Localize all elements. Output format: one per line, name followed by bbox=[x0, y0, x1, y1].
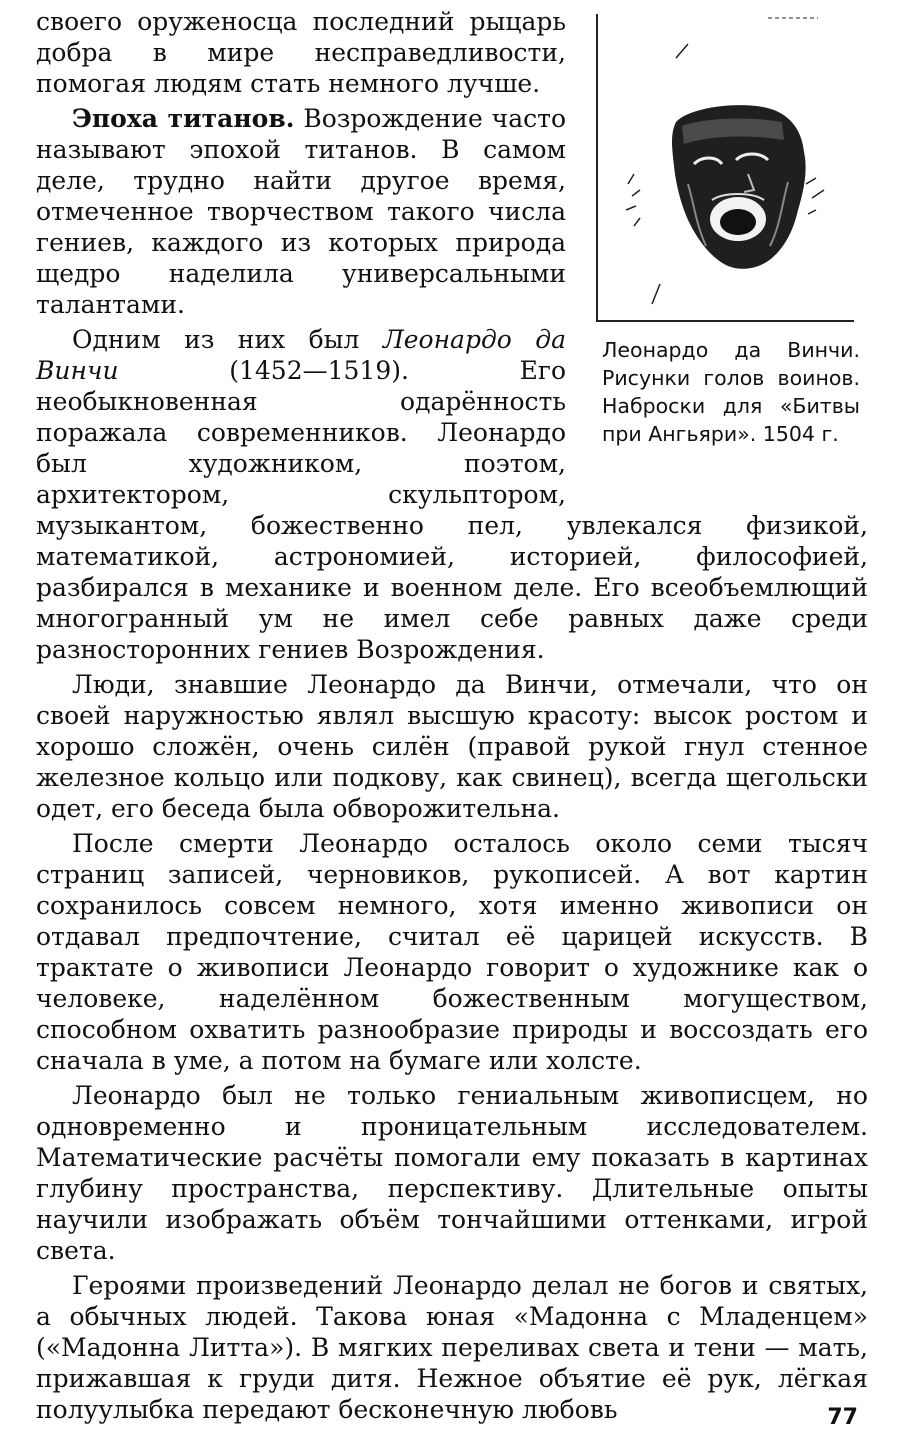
paragraph-5: Леонардо был не только гениальным живописцем, но одновременно и проницательным исследователем. Математические расчёты помогали ему показать в картинах глубину пространства, перспективу. Длительные опыты научили изображать объём тончайшими оттенками, игрой света. bbox=[36, 1081, 868, 1265]
paragraph-1-text: Возрождение часто называют эпохой титанов. В самом деле, трудно найти другое время, отмеченное творчеством такого числа гениев, каждого из которых природа щедро наделила универсальными талантами. bbox=[36, 104, 566, 319]
sketch-image bbox=[598, 14, 854, 320]
head-sketch bbox=[672, 105, 806, 269]
page-number: 77 bbox=[827, 1405, 858, 1430]
section-heading: Эпоха титанов. bbox=[72, 104, 295, 133]
paragraph-2-text-b: (1452—1519). Его необыкновенная одарённость поражала современников. Леонардо был художником, поэтом, архитектором, скульптором, музыкантом, божественно пел, увлекался физикой, математикой, астрономией, историей, философией, разбирался в механике и военном деле. Его всеобъемлющий многогранный ум не имел себе равных даже среди разносторонних гениев Возрождения. bbox=[36, 356, 868, 664]
paragraph-2-text-a: Одним из них был bbox=[72, 325, 383, 354]
paragraph-4: После смерти Леонардо осталось около семи тысяч страниц записей, черновиков, рукописей. А вот картин сохранилось совсем немного, хотя именно живописи он отдавал предпочтение, считал её царицей искусств. В трактате о живописи Леонардо говорит о художнике как о человеке, наделённом божественным могуществом, способном охватить разнообразие природы и воссоздать его сначала в уме, а потом на бумаге или холсте. bbox=[36, 829, 868, 1075]
warrior-head-drawing bbox=[596, 14, 854, 322]
figure bbox=[596, 6, 868, 478]
article-text bbox=[36, 6, 868, 1425]
paragraph-6: Героями произведений Леонардо делал не богов и святых, а обычных людей. Такова юная «Мадонна с Младенцем» («Мадонна Литта»). В мягких переливах света и тени — мать, прижавшая к груди дитя. Нежное объятие её рук, лёгкая полуулыбка передают бесконечную любовь bbox=[36, 1271, 868, 1424]
figure-caption: Леонардо да Винчи. Рисунки голов воинов. Наброски для «Битвы при Ангьяри». 1504 г. bbox=[602, 338, 860, 446]
paragraph-0: своего оруженосца последний рыцарь добра в мире несправедливости, помогая людям стать немного лучше. bbox=[36, 7, 566, 98]
paragraph-3: Люди, знавшие Леонардо да Винчи, отмечали, что он своей наружностью являл высшую красоту: высок ростом и хорошо сложён, очень силён (правой рукой гнул стенное железное кольцо или подкову, как свинец), всегда щегольски одет, его беседа была обворожительна. bbox=[36, 670, 868, 823]
leonardo-name: Леонардо да Винчи bbox=[36, 325, 566, 385]
